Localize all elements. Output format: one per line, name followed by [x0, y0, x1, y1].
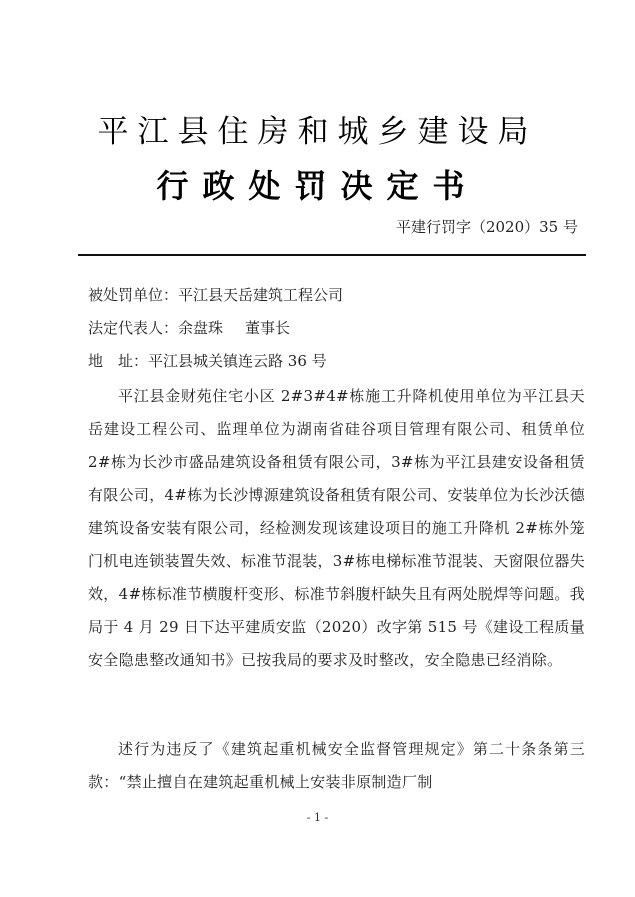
- header-divider: [78, 254, 586, 256]
- penalized-unit-label: 被处罚单位：: [88, 286, 179, 304]
- penalized-unit-line: [88, 284, 343, 306]
- document-number: 平建行罚字（2020）35 号: [395, 218, 578, 236]
- page-number: - 1 -: [306, 811, 329, 824]
- issuing-authority-title: 平江县住房和城乡建设局: [97, 114, 538, 150]
- legal-rep-label: 法定代表人：: [88, 319, 179, 337]
- violation-paragraph: 述行为违反了《建筑起重机械安全监督管理规定》第二十条条第三款：“禁止擅自在建筑起重机械上安装非原制造厂制: [88, 740, 585, 791]
- address-line: [88, 350, 327, 372]
- legal-rep-title: 董事长: [245, 319, 291, 337]
- penalized-unit-value: 平江县天岳建筑工程公司: [178, 286, 344, 304]
- document-type-title: 行政处罚决定书: [156, 167, 479, 205]
- address-value: 平江县城关镇连云路 36 号: [148, 352, 327, 370]
- address-label: 地 址：: [88, 352, 149, 370]
- facts-paragraph: 平江县金财苑住宅小区 2#3#4#栋施工升降机使用单位为平江县天岳建设工程公司、监理单位为湖南省硅谷项目管理有限公司、租赁单位 2#栋为长沙市盛品建筑设备租赁有限公司，3#栋为平江县建安设备租赁有限公司，4#栋为长沙博源建筑设备租赁有限公司、安装单位为长沙沃德建筑设备安装有限公司，经检测发现该建设项目的施工升降机 2#栋外笼门机电连锁装置失效、标准节混装，3#栋电梯标准节混装、天窗限位器失效，4#栋标准节横腹杆变形、标准节斜腹杆缺失且有两处脱焊等问题。我局于 4 月 29 日下达平建质安监（2020）改字第 515 号《建设工程质量安全隐患整改通知书》已按我局的要求及时整改，安全隐患已经消除。: [88, 387, 586, 669]
- legal-rep-name: 余盘珠: [178, 319, 224, 337]
- legal-representative-line: [88, 317, 290, 339]
